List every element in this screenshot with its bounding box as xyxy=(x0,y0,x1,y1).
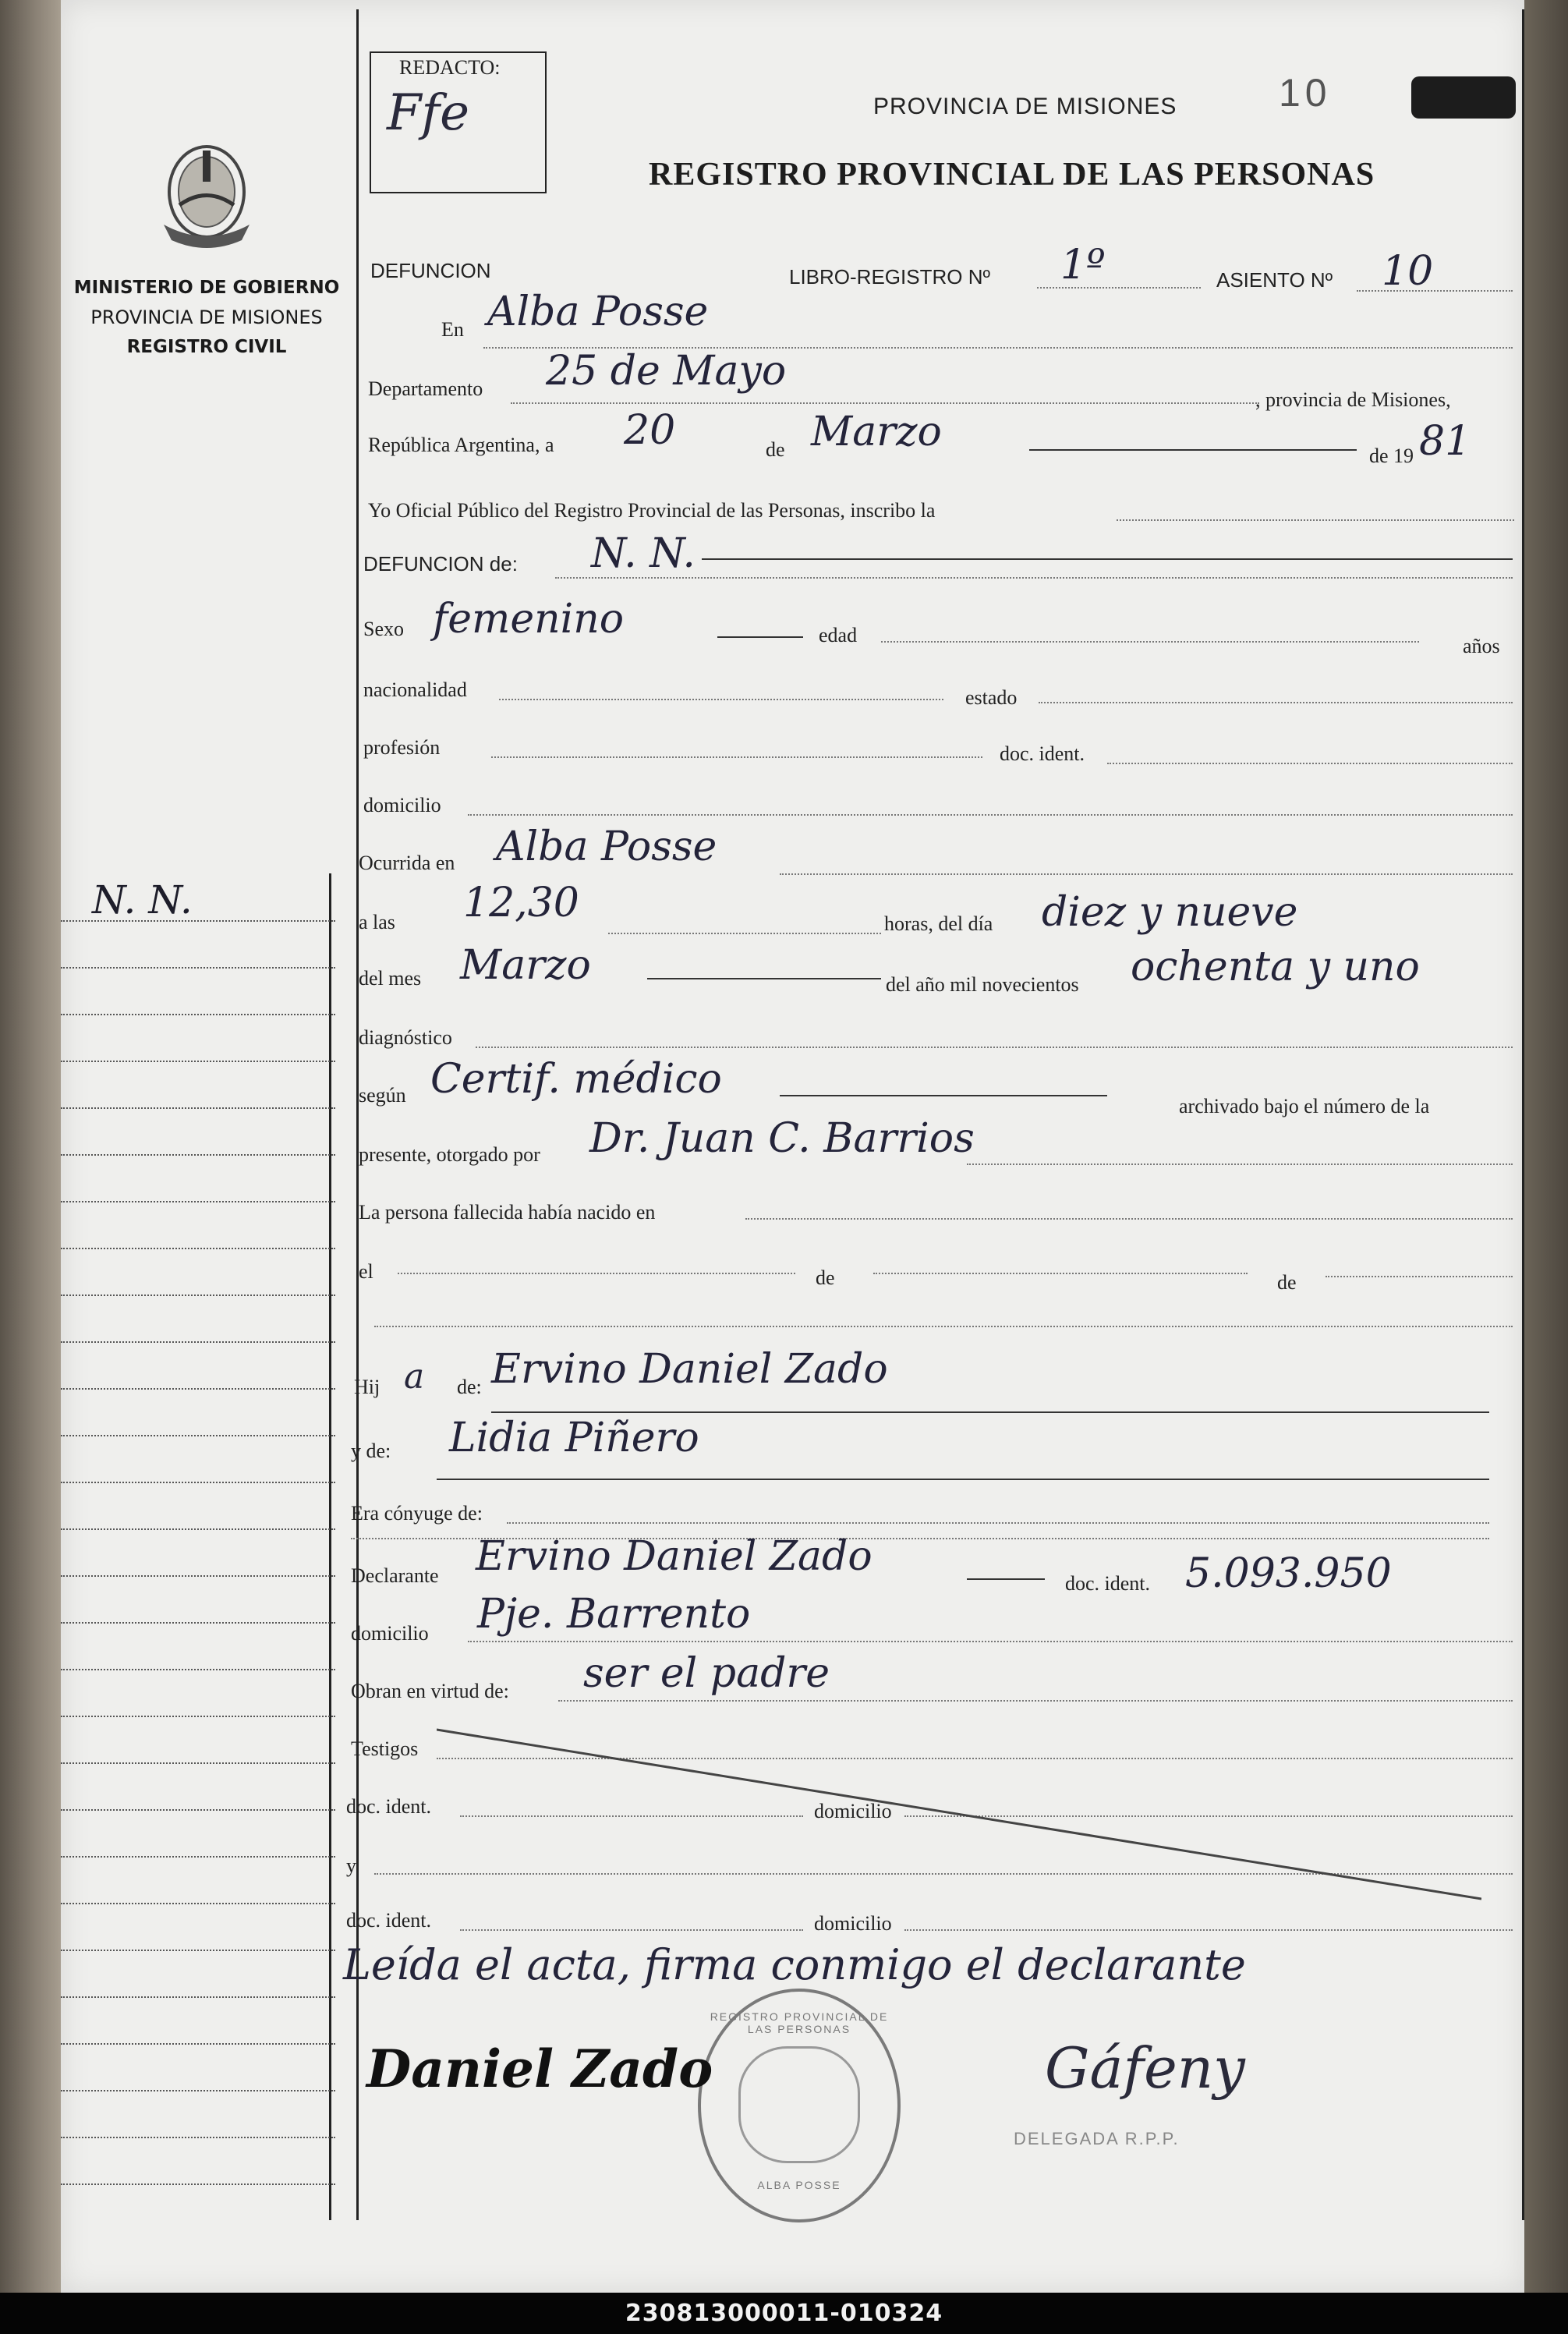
defuncion-de-value: N. N. xyxy=(591,530,696,577)
seal-bottom-text: ALBA POSSE xyxy=(757,2179,841,2191)
ministry-block xyxy=(70,273,343,362)
body-rule-left xyxy=(329,873,331,2220)
officer-stamp: DELEGADA R.P.P. xyxy=(1014,2129,1180,2148)
page-number: 10 xyxy=(1279,71,1332,115)
presente-line xyxy=(967,1163,1513,1165)
margin-line xyxy=(61,1622,335,1624)
presente-label: presente, otorgado por xyxy=(359,1143,540,1166)
oficial-text: Yo Oficial Público del Registro Provincial de las Personas, inscribo la xyxy=(368,499,936,522)
sexo-value: femenino xyxy=(433,596,625,643)
conyuge-label: Era cónyuge de: xyxy=(351,1502,483,1525)
margin-line xyxy=(61,2137,335,2138)
ministry-title: MINISTERIO DE GOBIERNO xyxy=(73,278,340,298)
year-label: de 19 xyxy=(1369,444,1414,467)
declarante-value: Ervino Daniel Zado xyxy=(476,1533,872,1580)
nacido-line-2 xyxy=(374,1326,1513,1327)
ocurrida-line xyxy=(780,873,1513,875)
margin-line xyxy=(61,1716,335,1717)
anio-label: del año mil novecientos xyxy=(886,973,1079,996)
margin-line xyxy=(61,967,335,969)
coat-of-arms-icon xyxy=(148,131,265,256)
profesion-label: profesión xyxy=(363,736,441,759)
segun-value: Certif. médico xyxy=(430,1056,722,1103)
decl-doc-label: doc. ident. xyxy=(1065,1572,1151,1595)
officer-signature: Gáfeny xyxy=(1045,2035,1245,2101)
diagnostico-line xyxy=(476,1047,1513,1048)
segun-label: según xyxy=(359,1084,406,1107)
redaction-mark xyxy=(1411,76,1516,119)
margin-line xyxy=(61,1435,335,1436)
margin-line xyxy=(61,1575,335,1577)
domicilio-line xyxy=(468,814,1513,816)
margin-line xyxy=(61,1528,335,1530)
registry-title: REGISTRO PROVINCIAL DE LAS PERSONAS xyxy=(649,157,1375,193)
archivado-label: archivado bajo el número de la xyxy=(1179,1095,1430,1117)
nacionalidad-line xyxy=(499,699,943,700)
registry-seal xyxy=(698,1989,901,2222)
book-binding-left xyxy=(0,0,61,2334)
del-mes-label: del mes xyxy=(359,967,422,990)
edad-line xyxy=(881,641,1419,643)
year-value: 81 xyxy=(1419,418,1471,465)
ocurrida-label: Ocurrida en xyxy=(359,852,455,874)
profesion-line xyxy=(491,756,982,758)
closing-text: Leída el acta, firma conmigo el declarante xyxy=(343,1940,1246,1989)
footer-id: 230813000011-010324 xyxy=(0,2293,1568,2334)
presente-value: Dr. Juan C. Barrios xyxy=(589,1115,975,1162)
seal-text: REGISTRO PROVINCIAL DE LAS PERSONAS xyxy=(710,2010,889,2035)
departamento-label: Departamento xyxy=(368,377,483,400)
departamento-line xyxy=(511,402,1259,404)
t2-domicilio-line xyxy=(904,1929,1513,1931)
el-label: el xyxy=(359,1260,373,1283)
decl-domicilio-line xyxy=(468,1641,1513,1642)
margin-line xyxy=(61,1950,335,1951)
obran-value: ser el padre xyxy=(583,1650,830,1697)
redacto-initials: Ffe xyxy=(387,84,469,142)
de-label-3: de xyxy=(1277,1271,1297,1294)
margin-line xyxy=(61,2183,335,2185)
obran-label: Obran en virtud de: xyxy=(351,1680,509,1702)
y-label: y xyxy=(346,1854,356,1877)
margin-line xyxy=(61,2090,335,2091)
province-title: PROVINCIA DE MISIONES xyxy=(873,94,1177,119)
day-value: 20 xyxy=(624,407,676,454)
sexo-line xyxy=(717,636,803,638)
en-value: Alba Posse xyxy=(487,289,709,335)
oficial-line xyxy=(1117,519,1514,521)
province-subtitle: PROVINCIA DE MISIONES xyxy=(90,306,323,328)
testigos-label: Testigos xyxy=(351,1737,419,1760)
defuncion-de-label: DEFUNCION de: xyxy=(363,552,518,576)
provincia-suffix: , provincia de Misiones, xyxy=(1255,388,1451,411)
margin-line xyxy=(61,1107,335,1109)
margin-line xyxy=(61,1154,335,1156)
decl-doc-value: 5.093.950 xyxy=(1185,1550,1392,1597)
ocurrida-value: Alba Posse xyxy=(496,823,717,870)
republica-label: República Argentina, a xyxy=(368,434,554,456)
margin-line xyxy=(61,1295,335,1296)
dia-value: diez y nueve xyxy=(1042,889,1298,936)
de-label-2: de xyxy=(816,1266,835,1289)
estado-line xyxy=(1039,702,1513,703)
t-domicilio-label: domicilio xyxy=(814,1800,892,1822)
defuncion-de-line-2 xyxy=(555,577,1513,579)
a-las-label: a las xyxy=(359,911,395,933)
margin-line xyxy=(61,1903,335,1904)
anio-value: ochenta y uno xyxy=(1131,944,1420,990)
doc-ident-line xyxy=(1107,763,1513,764)
civil-registry-subtitle: REGISTRO CIVIL xyxy=(126,337,287,357)
margin-note: N. N. xyxy=(92,877,193,923)
diagnostico-label: diagnóstico xyxy=(359,1026,452,1049)
horas-label: horas, del día xyxy=(884,912,993,935)
libro-value: 1º xyxy=(1060,242,1106,289)
time-value: 12,30 xyxy=(463,880,579,926)
nacido-label: La persona fallecida había nacido en xyxy=(359,1201,656,1224)
edad-label: edad xyxy=(819,624,858,646)
departamento-value: 25 de Mayo xyxy=(546,348,787,395)
decl-domicilio-label: domicilio xyxy=(351,1622,429,1645)
en-label: En xyxy=(441,318,464,341)
de-line-3 xyxy=(1326,1276,1513,1277)
declarante-line xyxy=(967,1578,1045,1580)
nacionalidad-label: nacionalidad xyxy=(363,678,467,701)
mes-line xyxy=(647,978,881,979)
margin-line xyxy=(61,1388,335,1390)
declarant-signature: Daniel Zado xyxy=(366,2038,713,2099)
margin-line xyxy=(61,1762,335,1764)
y-de-label: y de: xyxy=(351,1440,391,1462)
declarante-label: Declarante xyxy=(351,1564,439,1587)
margin-line xyxy=(61,1482,335,1483)
redacto-label: REDACTO: xyxy=(399,56,501,79)
obran-line xyxy=(558,1700,1513,1702)
month-line xyxy=(1029,449,1357,451)
margin-line xyxy=(61,1061,335,1062)
month-value: Marzo xyxy=(811,409,942,455)
strike-line xyxy=(437,1723,1481,1903)
margin-line xyxy=(61,1809,335,1811)
de-line-2 xyxy=(873,1273,1248,1274)
de-label: de xyxy=(766,438,785,461)
defuncion-de-line xyxy=(702,558,1513,560)
t-doc-label: doc. ident. xyxy=(346,1795,432,1818)
sexo-label: Sexo xyxy=(363,618,404,640)
libro-line xyxy=(1037,287,1201,289)
margin-line xyxy=(61,1669,335,1670)
padre-value: Ervino Daniel Zado xyxy=(491,1346,888,1393)
libro-label: LIBRO-REGISTRO Nº xyxy=(789,265,990,289)
margin-line xyxy=(61,1014,335,1015)
t2-doc-label: doc. ident. xyxy=(346,1909,432,1932)
margin-line xyxy=(61,1201,335,1202)
book-binding-right xyxy=(1524,0,1568,2334)
asiento-line xyxy=(1357,290,1513,292)
margin-line xyxy=(61,1248,335,1249)
padre-line xyxy=(491,1411,1489,1413)
madre-value: Lidia Piñero xyxy=(449,1415,699,1461)
decl-domicilio-value: Pje. Barrento xyxy=(477,1591,751,1638)
margin-line xyxy=(61,1996,335,1998)
mes-value: Marzo xyxy=(460,942,591,989)
margin-line xyxy=(61,1856,335,1858)
t2-doc-line xyxy=(460,1929,803,1931)
domicilio-label: domicilio xyxy=(363,794,441,816)
time-line xyxy=(608,933,881,934)
asiento-value: 10 xyxy=(1382,248,1434,295)
hij-label: Hij xyxy=(354,1376,380,1398)
hij-suffix: a xyxy=(404,1357,425,1397)
doc-ident-label: doc. ident. xyxy=(1000,742,1085,765)
el-line xyxy=(398,1273,795,1274)
nacido-line xyxy=(745,1218,1513,1220)
defuncion-heading: DEFUNCION xyxy=(370,259,491,282)
margin-line xyxy=(61,2043,335,2045)
body-rule-right xyxy=(1522,9,1524,2220)
anos-label: años xyxy=(1463,635,1500,657)
t2-domicilio-label: domicilio xyxy=(814,1912,892,1935)
margin-rule xyxy=(356,9,359,2220)
segun-line xyxy=(780,1095,1107,1096)
estado-label: estado xyxy=(965,686,1018,709)
seal-emblem xyxy=(738,2046,860,2163)
asiento-label: ASIENTO Nº xyxy=(1216,268,1333,292)
hij-de-label: de: xyxy=(457,1376,482,1398)
conyuge-line xyxy=(507,1522,1489,1524)
madre-line xyxy=(437,1479,1489,1480)
margin-line xyxy=(61,1341,335,1343)
